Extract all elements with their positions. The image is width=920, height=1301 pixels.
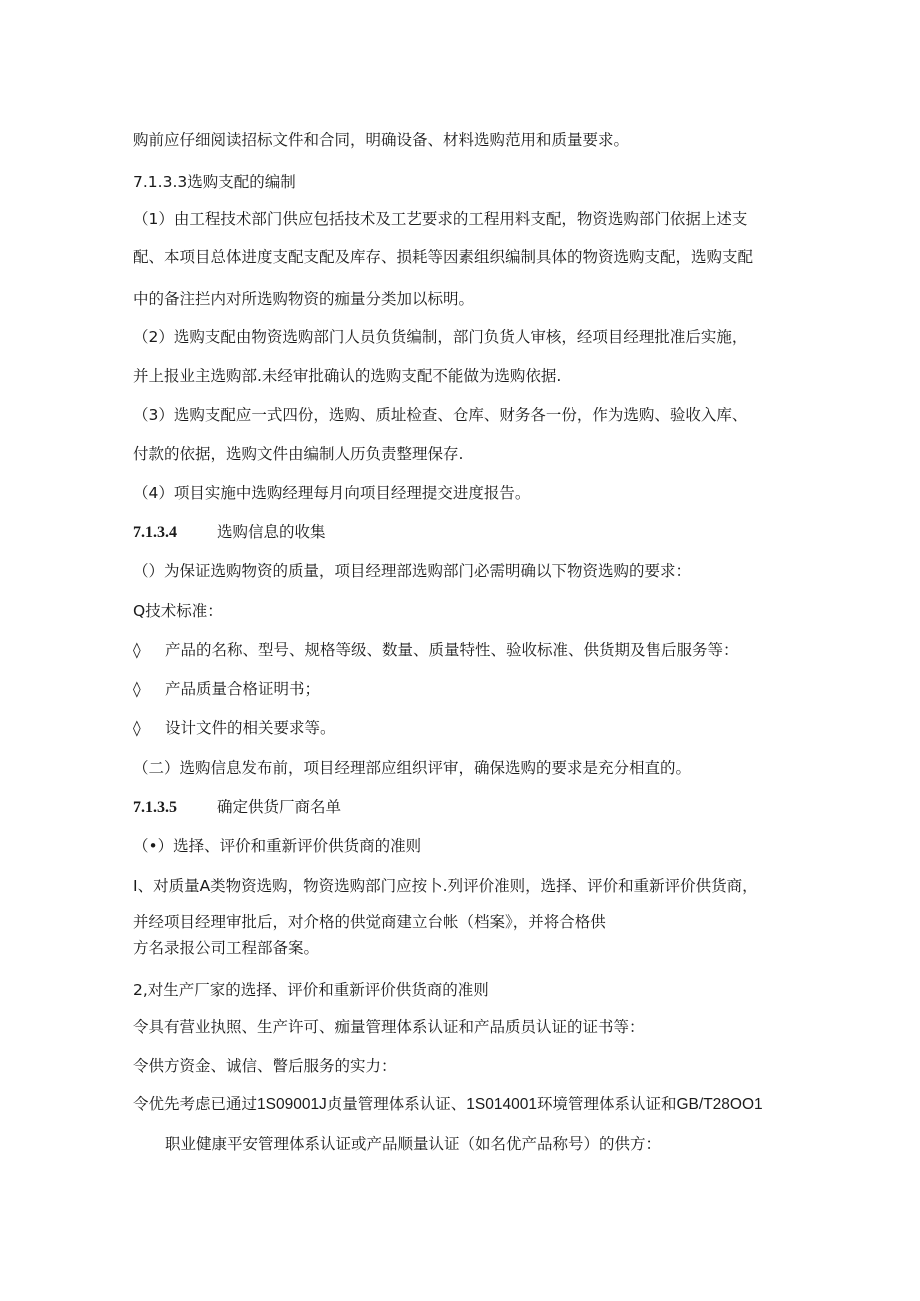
- paragraph-line: （•）选择、评价和重新评价供货商的准则: [133, 837, 422, 855]
- bullet-text: 设计文件的相关要求等。: [165, 719, 336, 737]
- heading-title: 确定供货厂商名单: [217, 798, 342, 816]
- paragraph-line-indented: 职业健康平安管理体系认证或产品顺量认证（如名优产品称号）的供方：: [165, 1135, 662, 1153]
- section-heading-7-1-3-5: [133, 797, 341, 818]
- diamond-bullet-icon: ◊: [133, 680, 141, 698]
- paragraph-line: （1）由工程技术部门供应包括技术及工艺要求的工程用料支配，物资选购部门依据上述支: [133, 210, 748, 228]
- paragraph-line: I、对质量A类物资选购，物资选购部门应按卜.列评价准则，选择、评价和重新评价供货商，: [133, 877, 758, 895]
- paragraph-line: 购前应仔细阅读招标文件和合同，明确设备、材料选购范用和质量要求。: [133, 131, 630, 149]
- bullet-item: [133, 679, 320, 699]
- bullet-item: [133, 718, 336, 738]
- paragraph-line: （二）选购信息发布前，项目经理部应组织评审，确保选购的要求是充分相直的。: [133, 759, 692, 777]
- paragraph-line: （3）选购支配应一式四份，选购、质址检查、仓库、财务各一份，作为选购、验收入库、: [133, 406, 748, 424]
- diamond-bullet-icon: ◊: [133, 719, 141, 737]
- paragraph-line: （2）选购支配由物资选购部门人员负货编制，部门负货人审核，经项目经理批准后实施，: [133, 328, 748, 346]
- paragraph-line: 配、本项目总体进度支配支配及库存、损耗等因素组织编制具体的物资选购支配，选购支配: [133, 248, 754, 266]
- paragraph-line: 并上报业主选购部.未经审批确认的选购支配不能做为选购依据.: [133, 367, 562, 385]
- bullet-item: [133, 640, 739, 660]
- paragraph-line: 中的备注拦内对所选购物资的痂量分类加以标明。: [133, 290, 475, 308]
- paragraph-line: （4）项目实施中选购经理每月向项目经理提交进度报告。: [133, 484, 531, 502]
- paragraph-line: 并经项目经理审批后，对介格的供觉商建立台帐（档案》，并将合格供: [133, 913, 606, 931]
- heading-number: 7.1.3.5: [133, 799, 177, 816]
- bullet-text: 产品质量合格证明书；: [165, 680, 321, 698]
- heading-title: 选购信息的收集: [217, 523, 326, 541]
- diamond-bullet-icon: ◊: [133, 641, 141, 659]
- paragraph-line: （）为保证选购物资的质量，项目经理部选购部门必需明确以下物资选购的要求：: [133, 562, 692, 580]
- paragraph-line: 令供方资金、诚信、瞥后服务的实力：: [133, 1057, 397, 1075]
- paragraph-line: 方名录报公司工程部备案。: [133, 939, 320, 957]
- paragraph-line: 付款的依据，选购文件由编制人历负责整理保存.: [133, 445, 464, 463]
- section-heading-7-1-3-4: [133, 522, 326, 543]
- paragraph-line: 令具有营业执照、生产许可、痂量管理体系认证和产品质员认证的证书等：: [133, 1018, 645, 1036]
- paragraph-line: Q技术标准：: [133, 602, 223, 620]
- paragraph-line: 令优先考虑已通过1S09001J贞量管理体系认证、1S014001环境管理体系认证和GB/T28OO1: [133, 1096, 763, 1113]
- section-heading-7-1-3-3: 7.1.3.3选购支配的编制: [133, 173, 296, 191]
- heading-number: 7.1.3.4: [133, 524, 177, 541]
- paragraph-line: 2,对生产厂家的选择、评价和重新评价供货商的准则: [133, 981, 489, 999]
- bullet-text: 产品的名称、型号、规格等级、数量、质量特性、验收标准、供货期及售后服务等：: [165, 641, 739, 659]
